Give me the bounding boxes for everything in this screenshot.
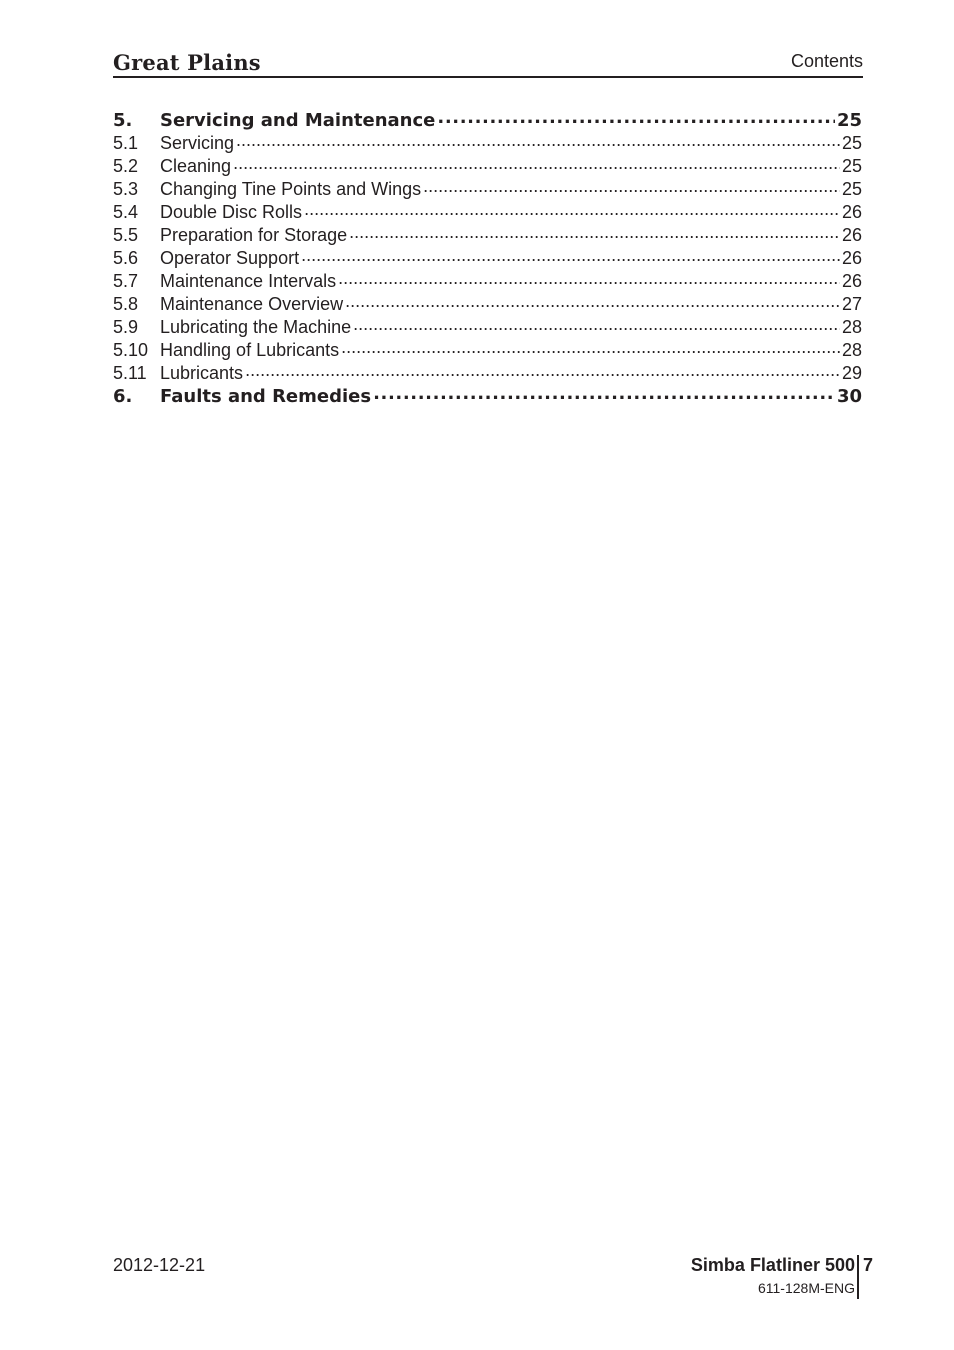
toc-leader-dots bbox=[349, 223, 840, 241]
toc-entry-number: 5.2 bbox=[113, 156, 139, 176]
toc-entry-number: 5.4 bbox=[113, 202, 139, 222]
toc-entry-title: Faults and Remedies bbox=[160, 386, 372, 407]
toc-entry-number: 5.6 bbox=[113, 248, 139, 268]
toc-entry-number: 6. bbox=[113, 386, 133, 407]
toc-entry[interactable] bbox=[113, 292, 862, 315]
toc-entry-page: 29 bbox=[841, 363, 862, 383]
document-number: 611-128M-ENG bbox=[757, 1280, 855, 1296]
toc-entry-page: 25 bbox=[841, 133, 862, 153]
toc-leader-dots bbox=[423, 177, 840, 195]
toc-leader-dots bbox=[304, 200, 840, 218]
toc-entry[interactable] bbox=[113, 223, 862, 246]
toc-leader-dots bbox=[338, 269, 840, 287]
toc-leader-dots bbox=[353, 315, 840, 333]
toc-entry-number: 5. bbox=[113, 110, 133, 131]
toc-leader-dots bbox=[245, 361, 840, 379]
toc-entry-number: 5.11 bbox=[113, 363, 147, 383]
toc-entry-title: Lubricants bbox=[160, 363, 244, 383]
toc-entry-title: Servicing bbox=[160, 133, 235, 153]
toc-entry-title: Changing Tine Points and Wings bbox=[160, 179, 422, 199]
toc-entry[interactable] bbox=[113, 154, 862, 177]
toc-entry-page: 26 bbox=[841, 248, 862, 268]
toc-entry[interactable] bbox=[113, 338, 862, 361]
toc-leader-dots bbox=[345, 292, 840, 310]
toc-entry-number: 5.7 bbox=[113, 271, 139, 291]
toc-entry-title: Maintenance Overview bbox=[160, 294, 344, 314]
toc-entry-number: 5.8 bbox=[113, 294, 139, 314]
toc-leader-dots bbox=[437, 108, 835, 126]
table-of-contents bbox=[113, 108, 862, 407]
toc-entry-page: 26 bbox=[841, 271, 862, 291]
toc-entry[interactable] bbox=[113, 131, 862, 154]
toc-entry-title: Cleaning bbox=[160, 156, 232, 176]
toc-entry-page: 28 bbox=[841, 317, 862, 337]
toc-entry-page: 27 bbox=[841, 294, 862, 314]
toc-entry[interactable] bbox=[113, 361, 862, 384]
toc-leader-dots bbox=[301, 246, 840, 264]
toc-entry-title: Lubricating the Machine bbox=[160, 317, 352, 337]
toc-entry-page: 26 bbox=[841, 202, 862, 222]
toc-entry-page: 25 bbox=[841, 156, 862, 176]
toc-entry-number: 5.5 bbox=[113, 225, 139, 245]
toc-entry-title: Operator Support bbox=[160, 248, 300, 268]
toc-entry-page: 26 bbox=[841, 225, 862, 245]
toc-entry-page: 30 bbox=[836, 386, 862, 407]
toc-leader-dots bbox=[341, 338, 840, 356]
page-number-divider bbox=[857, 1255, 859, 1299]
toc-entry-number: 5.10 bbox=[113, 340, 149, 360]
toc-entry-page: 25 bbox=[836, 110, 862, 131]
toc-chapter-entry[interactable] bbox=[113, 384, 862, 407]
toc-entry-title: Preparation for Storage bbox=[160, 225, 348, 245]
toc-leader-dots bbox=[236, 131, 840, 149]
toc-entry-page: 25 bbox=[841, 179, 862, 199]
toc-entry-number: 5.3 bbox=[113, 179, 139, 199]
footer-date: 2012-12-21 bbox=[113, 1255, 206, 1275]
toc-entry[interactable] bbox=[113, 269, 862, 292]
toc-entry-page: 28 bbox=[841, 340, 862, 360]
toc-entry[interactable] bbox=[113, 246, 862, 269]
toc-chapter-entry[interactable] bbox=[113, 108, 862, 131]
toc-entry-title: Handling of Lubricants bbox=[160, 340, 340, 360]
toc-entry[interactable] bbox=[113, 315, 862, 338]
toc-entry[interactable] bbox=[113, 200, 862, 223]
page-number: 7 bbox=[863, 1255, 874, 1275]
toc-entry-title: Maintenance Intervals bbox=[160, 271, 337, 291]
toc-entry-title: Servicing and Maintenance bbox=[160, 110, 436, 131]
toc-entry-number: 5.1 bbox=[113, 133, 139, 153]
footer-product-info bbox=[691, 1255, 855, 1296]
section-title: Contents bbox=[790, 51, 863, 71]
brand-logo: Great Plains bbox=[113, 50, 261, 75]
page-header bbox=[113, 48, 863, 78]
toc-entry[interactable] bbox=[113, 177, 862, 200]
toc-leader-dots bbox=[233, 154, 840, 172]
product-name: Simba Flatliner 500 bbox=[690, 1255, 855, 1275]
toc-entry-title: Double Disc Rolls bbox=[160, 202, 303, 222]
toc-entry-number: 5.9 bbox=[113, 317, 139, 337]
toc-leader-dots bbox=[373, 384, 835, 402]
